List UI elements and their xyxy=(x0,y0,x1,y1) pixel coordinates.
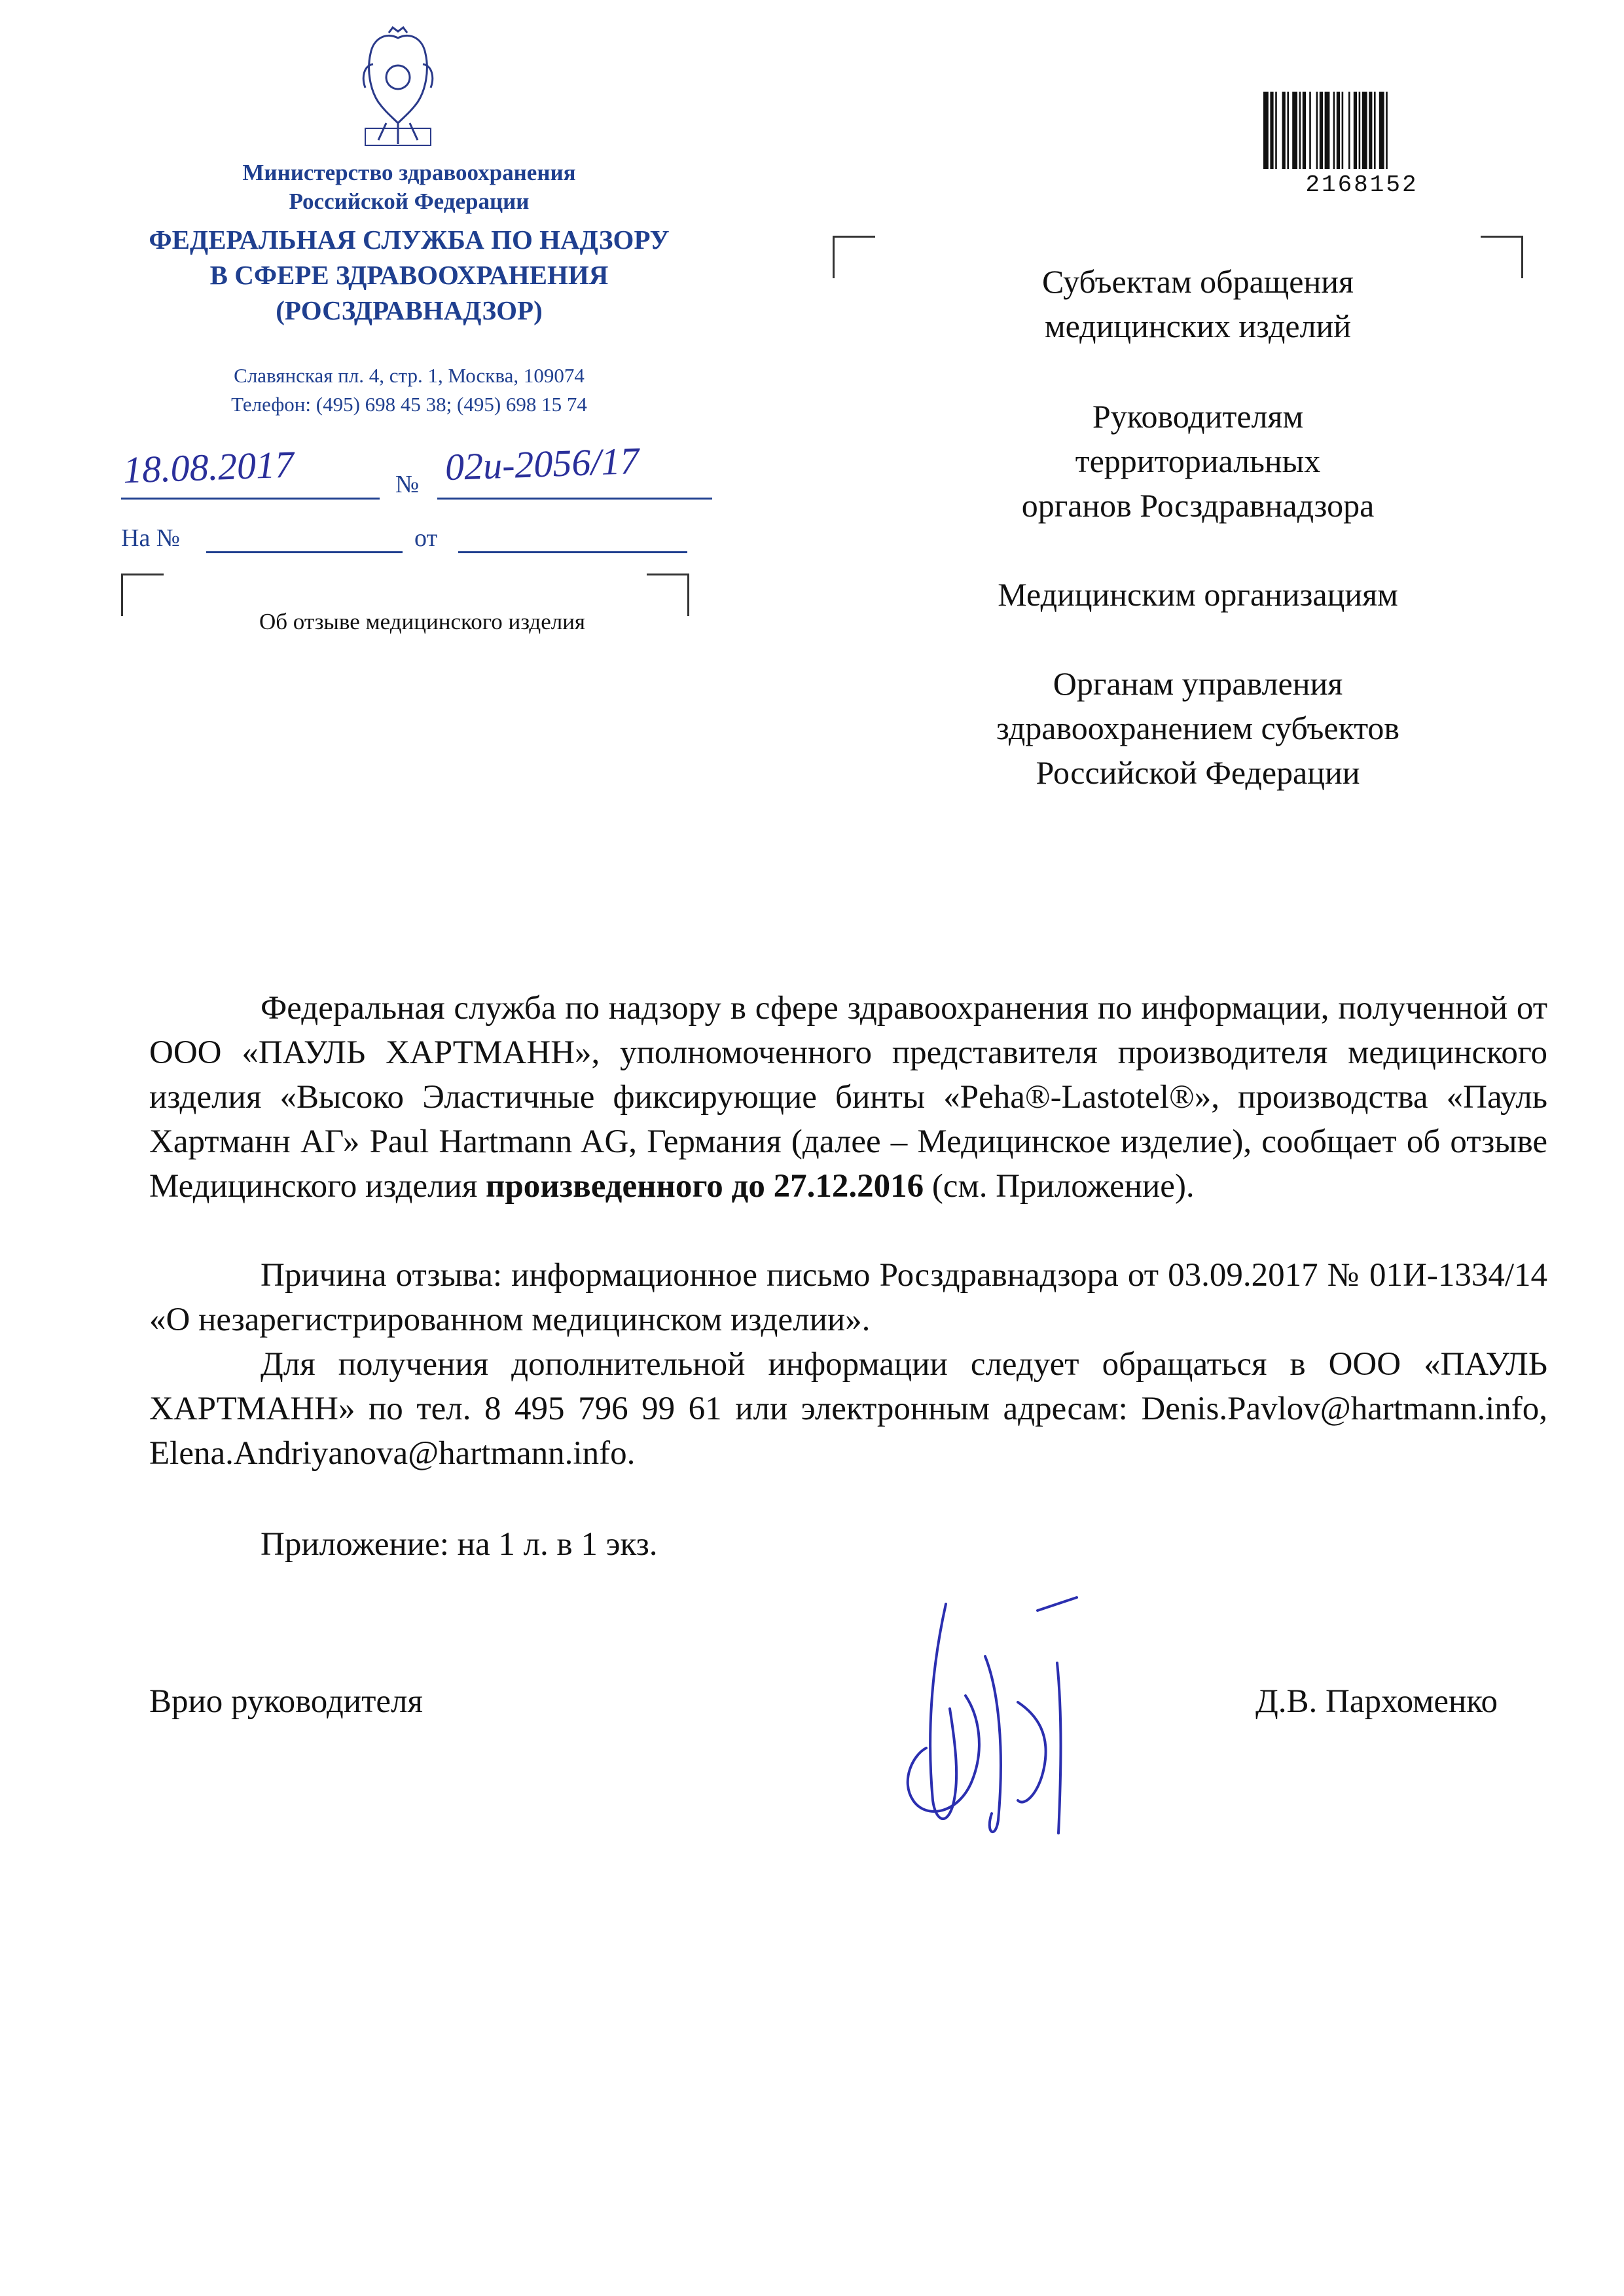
barcode-bar xyxy=(1354,92,1357,169)
reference-number-label: На № xyxy=(121,524,181,552)
barcode-bar xyxy=(1303,92,1306,169)
reference-date-line xyxy=(458,551,687,553)
body-paragraph-2: Причина отзыва: информационное письмо Росздравнадзора от 03.09.2017 № 01И-1334/14 «О незарегистрированном медицинском изделии». xyxy=(149,1257,1547,1338)
recipient-line: Субъектам обращения xyxy=(1042,263,1354,300)
barcode-bar xyxy=(1342,92,1344,169)
reference-date-label: от xyxy=(414,524,438,552)
recipient-line: Российской Федерации xyxy=(1036,754,1360,791)
barcode-bar xyxy=(1337,92,1340,169)
number-sign: № xyxy=(395,471,420,498)
barcode-bar xyxy=(1292,92,1297,169)
coat-of-arms-icon xyxy=(359,25,437,149)
body-text: Федеральная служба по надзору в сфере здравоохранения по информации, полученной от ООО «ПАУЛЬ ХАРТМАНН», уполномоченного представителя производителя медицинского изделия «Высоко Эластичные фиксирующие бинты «Peha®-Lastotel®», производства «Пауль Хартманн АГ» Paul Hartmann AG, Германия (далее – Медицинское изделие), сообщает об отзыве Медицинского изделия xyxy=(149,990,1547,1205)
recipient-block xyxy=(903,394,1492,528)
barcode-bar xyxy=(1369,92,1372,169)
barcode-bar xyxy=(1348,92,1350,169)
body-bold-date: произведенного до 27.12.2016 xyxy=(486,1168,924,1205)
service-name-line2: В СФЕРЕ ЗДРАВООХРАНЕНИЯ xyxy=(209,260,609,290)
recipient-line: Руководителям xyxy=(1092,398,1304,435)
letter-subject: Об отзыве медицинского изделия xyxy=(259,609,586,634)
body-paragraph-1 xyxy=(149,986,1547,1209)
recipient-line: здравоохранением субъектов xyxy=(996,710,1400,746)
barcode-bar xyxy=(1270,92,1273,169)
barcode-bar xyxy=(1325,92,1330,169)
sender-address: Славянская пл. 4, стр. 1, Москва, 109074 xyxy=(234,364,585,387)
addressee-corner-left xyxy=(833,236,875,278)
recipient-line: Медицинским организациям xyxy=(998,576,1398,613)
registration-date: 18.08.2017 xyxy=(122,443,295,492)
sender-phone: Телефон: (495) 698 45 38; (495) 698 15 74 xyxy=(231,393,587,416)
body-text: (см. Приложение). xyxy=(924,1168,1195,1205)
signatory-name: Д.В. Пархоменко xyxy=(1255,1683,1498,1720)
recipient-line: Органам управления xyxy=(1053,665,1343,702)
barcode-bar xyxy=(1263,92,1269,169)
attachment-note: Приложение: на 1 л. в 1 экз. xyxy=(261,1526,658,1563)
barcode-bar xyxy=(1333,92,1335,169)
barcode-bar xyxy=(1379,92,1384,169)
recipient-line: органов Росздравнадзора xyxy=(1021,487,1375,524)
barcode-bar xyxy=(1386,92,1388,169)
barcode-bar xyxy=(1374,92,1376,169)
ministry-name-line1: Министерство здравоохранения xyxy=(242,160,576,185)
recipient-line: территориальных xyxy=(1075,443,1321,479)
barcode-bar xyxy=(1287,92,1289,169)
number-underline xyxy=(437,498,712,500)
barcode-bar xyxy=(1320,92,1323,169)
barcode-bar xyxy=(1362,92,1367,169)
ministry-name-line2: Российской Федерации xyxy=(289,189,530,214)
barcode-bar xyxy=(1309,92,1311,169)
service-name-line3: (РОСЗДРАВНАДЗОР) xyxy=(276,295,543,325)
handwritten-signature-icon xyxy=(887,1584,1110,1846)
barcode-bar xyxy=(1282,92,1286,169)
body-paragraph-3: Для получения дополнительной информации следует обращаться в ООО «ПАУЛЬ ХАРТМАНН» по тел. 8 495 796 99 61 или электронным адресам: Denis.Pavlov@hartmann.info, Elena.Andriyanova@hartmann.info. xyxy=(149,1346,1547,1472)
recipient-block xyxy=(903,259,1492,348)
reference-number-line xyxy=(206,551,403,553)
barcode-bar xyxy=(1316,92,1318,169)
recipient-block xyxy=(903,661,1492,795)
barcode-bar xyxy=(1275,92,1277,169)
barcode-bar xyxy=(1359,92,1361,169)
barcode-number: 2168152 xyxy=(1305,172,1418,198)
date-underline xyxy=(121,498,380,500)
recipient-line: медицинских изделий xyxy=(1044,308,1352,344)
barcode-bar xyxy=(1299,92,1301,169)
recipient-block xyxy=(903,572,1492,617)
registration-number: 02и-2056/17 xyxy=(444,439,640,489)
service-name-line1: ФЕДЕРАЛЬНАЯ СЛУЖБА ПО НАДЗОРУ xyxy=(149,225,670,255)
barcode-icon xyxy=(1262,92,1462,177)
signatory-title: Врио руководителя xyxy=(149,1683,423,1720)
